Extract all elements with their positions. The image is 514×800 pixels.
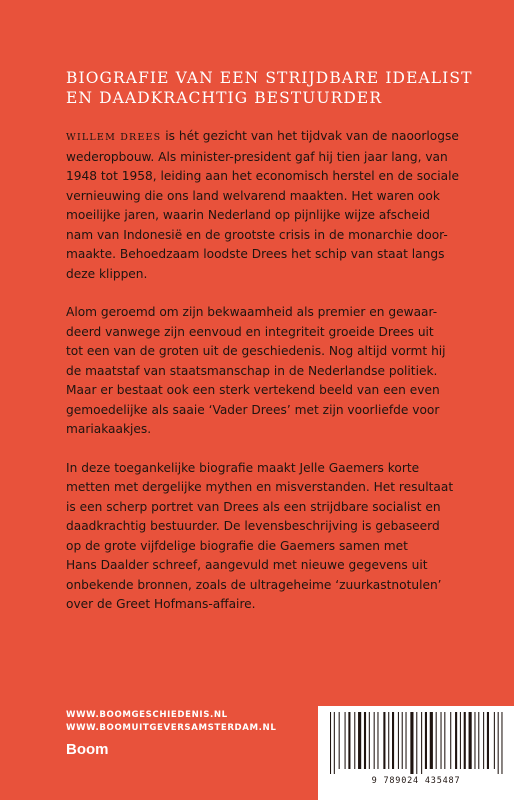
blurb-line: maakte. Behoedzaam loodste Drees het schip van staat langs bbox=[66, 247, 445, 261]
barcode-bar bbox=[487, 712, 489, 769]
blurb-paragraph-3 bbox=[66, 459, 466, 615]
barcode-bar bbox=[388, 712, 389, 769]
blurb-line: Alom geroemd om zijn bekwaamheid als premier en gewaar- bbox=[66, 305, 438, 319]
barcode-bar bbox=[430, 712, 433, 769]
barcode-bar bbox=[455, 712, 457, 769]
barcode-bar bbox=[402, 712, 403, 769]
barcode-bar bbox=[358, 712, 361, 769]
blurb-line: vernieuwing die ons land welvarend maakten. Het waren ook bbox=[66, 188, 440, 203]
blurb-paragraph-2 bbox=[66, 303, 466, 440]
barcode-bar bbox=[383, 712, 385, 769]
barcode-bar bbox=[421, 712, 422, 774]
blurb-line: tot een van de groten uit de geschiedenis. Nog altijd vormt hij bbox=[66, 344, 446, 358]
barcode-bar bbox=[345, 712, 346, 769]
barcode-bar bbox=[501, 712, 502, 774]
isbn-barcode bbox=[318, 706, 514, 800]
barcode-bar bbox=[369, 712, 370, 769]
barcode-bars bbox=[326, 712, 506, 774]
blurb-line: Hans Daalder schreef, aangevuld met nieuwe gegevens uit bbox=[66, 558, 428, 572]
blurb-line: wederopbouw. Als minister-president gaf hij tien jaar lang, van bbox=[66, 149, 448, 164]
barcode-bar bbox=[478, 712, 479, 769]
barcode-bar bbox=[339, 712, 340, 769]
blurb-line: over de Greet Hofmans-affaire. bbox=[66, 597, 256, 611]
barcode-bar bbox=[469, 712, 472, 769]
blurb-line: is een scherp portret van Drees als een strijdbare socialist en bbox=[66, 499, 441, 514]
blurb-line: moeilijke jaren, waarin Nederland op pijnlijke wijze afscheid bbox=[66, 208, 430, 222]
blurb-paragraph-1 bbox=[66, 127, 466, 284]
blurb-line: In deze toegankelijke biografie maakt Jelle Gaemers korte bbox=[66, 460, 420, 475]
isbn-number: 9 789024 435487 bbox=[371, 776, 461, 786]
blurb-line: daadkrachtig bestuurder. De levensbeschrijving is gebaseerd bbox=[66, 519, 440, 533]
blurb-line: nam van Indonesië en de grootste crisis in de monarchie door- bbox=[66, 227, 448, 242]
barcode-bar bbox=[392, 712, 394, 769]
blurb-line: onbekende bronnen, zoals de ultrageheime ‘zuurkastnotulen’ bbox=[66, 577, 442, 592]
barcode-bar bbox=[416, 712, 417, 774]
blurb-line: mariakaakjes. bbox=[66, 422, 152, 436]
blurb-line: gemoedelijke als saaie ‘Vader Drees’ met zijn voorliefde voor bbox=[66, 402, 440, 417]
blurb-line: deze klippen. bbox=[66, 266, 148, 281]
heading-line-2: EN DAADKRACHTIG BESTUURDER bbox=[66, 89, 383, 107]
barcode-bar bbox=[436, 712, 437, 769]
barcode-bar bbox=[444, 712, 445, 769]
barcode-bar bbox=[330, 712, 331, 774]
barcode-bar bbox=[425, 712, 427, 769]
blurb-line: op de grote vijfdelige biografie die Gaemers samen met bbox=[66, 538, 408, 553]
barcode-bar bbox=[364, 712, 366, 769]
blurb-line: Maar er bestaat ook een sterk vertekend beeld van een even bbox=[66, 383, 440, 397]
publisher-links bbox=[66, 709, 276, 735]
link-boomuitgeversamsterdam[interactable]: WWW.BOOMUITGEVERSAMSTERDAM.NL bbox=[66, 723, 277, 733]
barcode-bar bbox=[483, 712, 484, 769]
barcode-bar bbox=[374, 712, 375, 769]
barcode-bar bbox=[410, 712, 413, 774]
barcode-bar bbox=[498, 712, 499, 774]
barcode-bar bbox=[464, 712, 466, 769]
author-name-lead: WILLEM DREES bbox=[66, 132, 162, 143]
blurb-line: 1948 tot 1958, leiding aan het economisch herstel en de sociale bbox=[66, 169, 459, 183]
barcode-bar bbox=[494, 712, 495, 769]
barcode-bar bbox=[377, 712, 378, 769]
publisher-logo: Boom bbox=[66, 741, 109, 758]
barcode-bar bbox=[450, 712, 451, 769]
blurb-line: metten met dergelijke mythen en misverstanden. Het resultaat bbox=[66, 480, 454, 494]
heading-line-1: BIOGRAFIE VAN EEN STRIJDBARE IDEALIST bbox=[66, 69, 473, 87]
barcode-bar bbox=[334, 712, 335, 774]
blurb-line: deerd vanwege zijn eenvoud en integriteit groeide Drees uit bbox=[66, 324, 434, 339]
barcode-bar bbox=[398, 712, 399, 769]
barcode-bar bbox=[441, 712, 442, 769]
barcode-bar bbox=[460, 712, 461, 769]
barcode-bar bbox=[348, 712, 350, 769]
link-boomgeschiedenis[interactable]: WWW.BOOMGESCHIEDENIS.NL bbox=[66, 710, 228, 720]
blurb-line: de maatstaf van staatsmanschap in de Nederlandse politiek. bbox=[66, 363, 438, 378]
blurb-line: WILLEM DREES is hét gezicht van het tijdvak van de naoorlogse bbox=[66, 129, 459, 143]
blurb-text bbox=[66, 127, 466, 634]
barcode-bar bbox=[406, 712, 407, 769]
cover-heading bbox=[66, 68, 473, 108]
barcode-bar bbox=[354, 712, 355, 769]
barcode-bar bbox=[474, 712, 475, 769]
